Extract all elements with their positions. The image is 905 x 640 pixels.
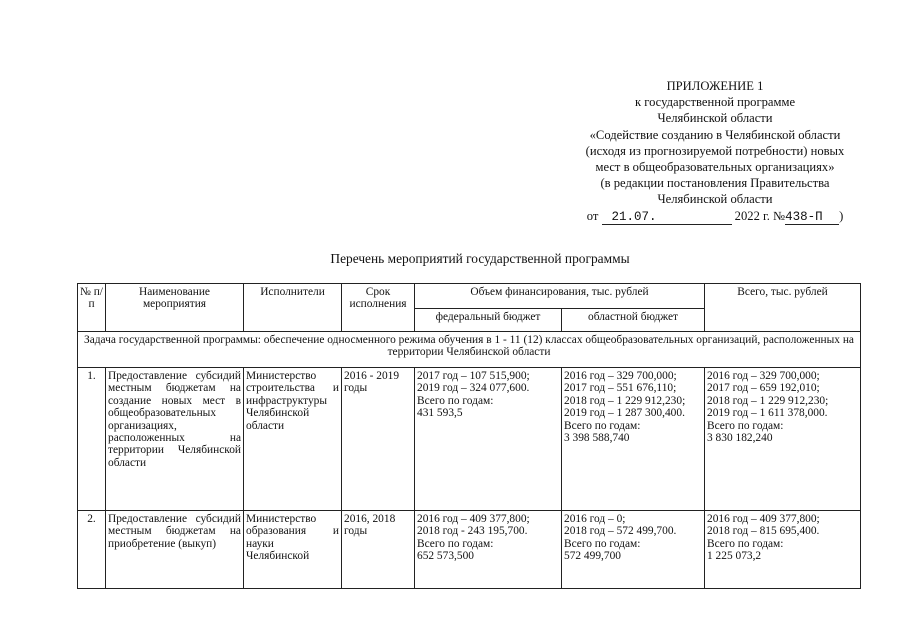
measure-name: Предоставление субсидий местным бюджетам на приобретение (выкуп): [106, 511, 244, 589]
table-row: [78, 511, 861, 589]
row-number: 2.: [78, 511, 106, 589]
executors: Министерство строительства и инфраструктуры Челябинской области: [244, 368, 342, 511]
term: 2016, 2018 годы: [342, 511, 415, 589]
resolution-date: 21.07.: [602, 211, 732, 225]
total-budget: 2016 год – 329 700,000; 2017 год – 659 192,010; 2018 год – 1 229 912,230; 2019 год – 1 611 378,000. Всего по годам: 3 830 182,240: [705, 368, 861, 511]
header-line: к государственной программе: [634, 95, 796, 110]
resolution-number: 438-П: [785, 211, 839, 225]
task-text: Задача государственной программы: обеспечение односменного режима обучения в 1 - 11 (12) классах общеобразовательных организаций, расположенных на территории Челябинской области: [78, 332, 861, 368]
executors: Министерство образования и науки Челябинской: [244, 511, 342, 589]
appendix-header: [520, 78, 905, 225]
date-suffix: ): [839, 208, 844, 223]
col-header-term: Срок исполнения: [342, 284, 415, 332]
term: 2016 - 2019 годы: [342, 368, 415, 511]
appendix-title: ПРИЛОЖЕНИЕ 1: [666, 79, 764, 93]
regional-budget: 2016 год – 329 700,000; 2017 год – 551 676,110; 2018 год – 1 229 912,230; 2019 год – 1 287 300,400. Всего по годам: 3 398 588,740: [562, 368, 705, 511]
resolution-date-line: [520, 208, 905, 225]
col-header-funding: Объем финансирования, тыс. рублей: [415, 284, 705, 309]
header-line: Челябинской области: [657, 192, 773, 207]
col-header-number: № п/п: [78, 284, 106, 332]
col-header-executors: Исполнители: [244, 284, 342, 332]
header-line: мест в общеобразовательных организациях»: [595, 160, 835, 175]
header-row: [78, 284, 861, 309]
col-header-total: Всего, тыс. рублей: [705, 284, 861, 332]
header-line: Челябинской области: [657, 111, 773, 126]
federal-budget: 2017 год – 107 515,900; 2019 год – 324 077,600. Всего по годам: 431 593,5: [415, 368, 562, 511]
col-header-federal: федеральный бюджет: [415, 309, 562, 332]
measure-name: Предоставление субсидий местным бюджетам на создание новых мест в общеобразовательных организациях, расположенных на территории Челябинской области: [106, 368, 244, 511]
header-line: «Содействие созданию в Челябинской области: [589, 127, 841, 142]
total-budget: 2016 год – 409 377,800; 2018 год – 815 695,400. Всего по годам: 1 225 073,2: [705, 511, 861, 589]
task-row: [78, 332, 861, 368]
measures-table: [77, 283, 861, 589]
header-line: (в редакции постановления Правительства: [600, 176, 830, 191]
regional-budget: 2016 год – 0; 2018 год – 572 499,700. Всего по годам: 572 499,700: [562, 511, 705, 589]
date-prefix: от: [586, 208, 599, 223]
col-header-regional: областной бюджет: [562, 309, 705, 332]
table-row: [78, 368, 861, 511]
federal-budget: 2016 год – 409 377,800; 2018 год - 243 195,700. Всего по годам: 652 573,500: [415, 511, 562, 589]
document-title: Перечень мероприятий государственной программы: [330, 251, 630, 266]
col-header-name: Наименование мероприятия: [106, 284, 244, 332]
header-line: (исходя из прогнозируемой потребности) новых: [585, 143, 845, 158]
date-mid: 2022 г. №: [734, 208, 786, 223]
row-number: 1.: [78, 368, 106, 511]
